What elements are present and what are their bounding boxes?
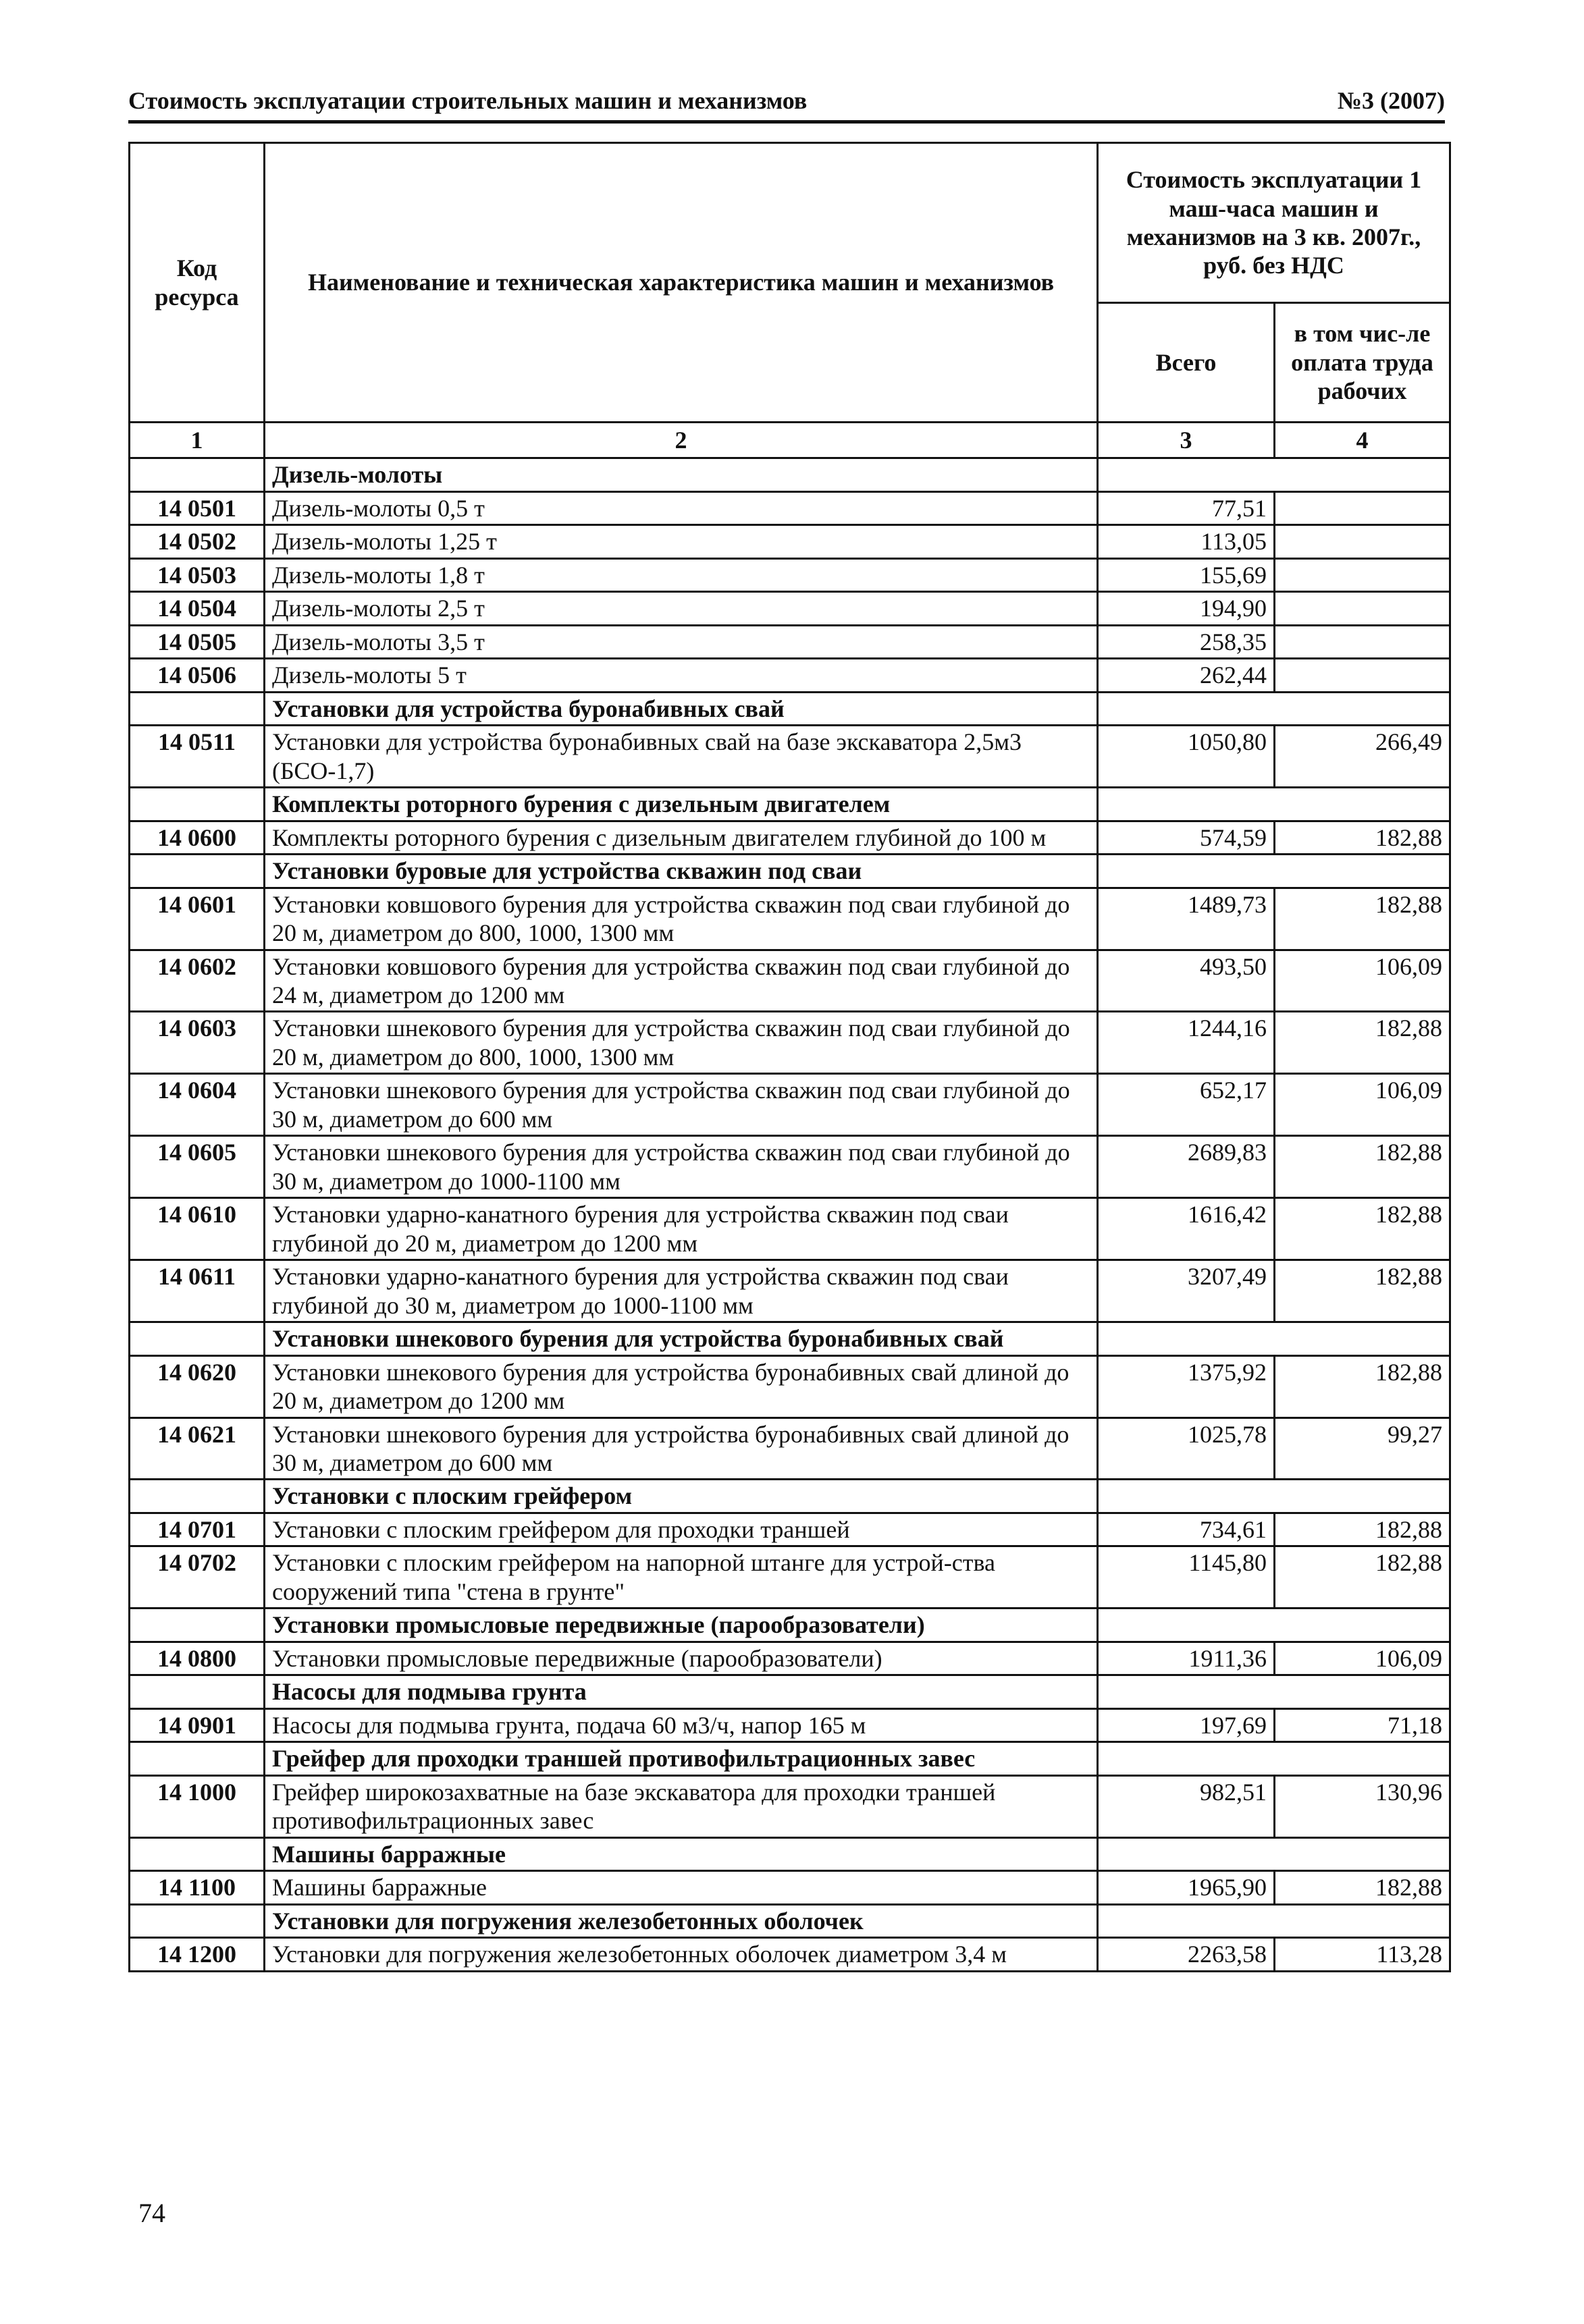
table-row — [130, 950, 1450, 1012]
cost-total: 258,35 — [1098, 625, 1275, 658]
cost-total: 1375,92 — [1098, 1355, 1275, 1417]
table-row — [130, 1642, 1450, 1675]
group-header-row — [130, 1742, 1450, 1775]
cost-total: 2263,58 — [1098, 1938, 1275, 1971]
running-title: Стоимость эксплуатации строительных машин и механизмов — [128, 87, 808, 114]
table-row — [130, 1012, 1450, 1074]
cost-labor: 182,88 — [1275, 888, 1450, 950]
group-code-cell — [130, 1480, 265, 1513]
cost-labor: 130,96 — [1275, 1775, 1450, 1837]
resource-code: 14 0504 — [130, 592, 265, 625]
resource-code: 14 0506 — [130, 659, 265, 692]
resource-code: 14 0511 — [130, 726, 265, 788]
resource-code: 14 0901 — [130, 1708, 265, 1741]
resource-code: 14 0604 — [130, 1074, 265, 1136]
group-value-cell — [1098, 1904, 1450, 1937]
group-code-cell — [130, 1904, 265, 1937]
col-number: 4 — [1275, 423, 1450, 458]
page-number: 74 — [138, 2198, 165, 2228]
cost-total: 197,69 — [1098, 1708, 1275, 1741]
group-title: Грейфер для проходки траншей противофильтрационных завес — [265, 1742, 1098, 1775]
cost-labor: 113,28 — [1275, 1938, 1450, 1971]
group-value-cell — [1098, 1837, 1450, 1870]
cost-labor: 99,27 — [1275, 1417, 1450, 1480]
resource-code: 14 0602 — [130, 950, 265, 1012]
table-row — [130, 625, 1450, 658]
group-code-cell — [130, 1837, 265, 1870]
machine-name: Дизель-молоты 3,5 т — [265, 625, 1098, 658]
machine-name: Установки для устройства буронабивных свай на базе экскаватора 2,5м3 (БСО-1,7) — [265, 726, 1098, 788]
cost-labor — [1275, 525, 1450, 558]
machine-name: Дизель-молоты 1,25 т — [265, 525, 1098, 558]
resource-code: 14 0502 — [130, 525, 265, 558]
cost-total: 2689,83 — [1098, 1136, 1275, 1198]
group-header-row — [130, 1675, 1450, 1708]
table-row — [130, 592, 1450, 625]
group-code-cell — [130, 1742, 265, 1775]
cost-total: 113,05 — [1098, 525, 1275, 558]
table-row — [130, 1775, 1450, 1837]
machine-name: Машины барражные — [265, 1871, 1098, 1904]
cost-total: 1025,78 — [1098, 1417, 1275, 1480]
group-value-cell — [1098, 1480, 1450, 1513]
table-row — [130, 1136, 1450, 1198]
group-header-row — [130, 692, 1450, 725]
resource-code: 14 1100 — [130, 1871, 265, 1904]
cost-total: 1911,36 — [1098, 1642, 1275, 1675]
cost-total: 1145,80 — [1098, 1546, 1275, 1609]
machine-name: Установки с плоским грейфером для проходки траншей — [265, 1513, 1098, 1546]
group-code-cell — [130, 788, 265, 821]
machine-name: Комплекты роторного бурения с дизельным двигателем глубиной до 100 м — [265, 821, 1098, 854]
group-code-cell — [130, 1322, 265, 1355]
machine-name: Дизель-молоты 2,5 т — [265, 592, 1098, 625]
cost-total: 1489,73 — [1098, 888, 1275, 950]
col-number: 1 — [130, 423, 265, 458]
group-title: Установки для устройства буронабивных свай — [265, 692, 1098, 725]
cost-total: 1965,90 — [1098, 1871, 1275, 1904]
cost-labor — [1275, 625, 1450, 658]
cost-labor: 182,88 — [1275, 1871, 1450, 1904]
resource-code: 14 0600 — [130, 821, 265, 854]
table-row — [130, 659, 1450, 692]
table-row — [130, 1355, 1450, 1417]
group-title: Комплекты роторного бурения с дизельным двигателем — [265, 788, 1098, 821]
machine-name: Дизель-молоты 5 т — [265, 659, 1098, 692]
col-header-name: Наименование и техническая характеристика машин и механизмов — [265, 143, 1098, 423]
table-row — [130, 1938, 1450, 1971]
group-value-cell — [1098, 1675, 1450, 1708]
machine-name: Установки ударно-канатного бурения для устройства скважин под сваи глубиной до 30 м, диаметром до 1000-1100 мм — [265, 1260, 1098, 1322]
cost-labor — [1275, 659, 1450, 692]
col-header-labor: в том чис-ле оплата труда рабочих — [1275, 303, 1450, 423]
cost-labor: 71,18 — [1275, 1708, 1450, 1741]
group-header-row — [130, 1480, 1450, 1513]
table-row — [130, 1546, 1450, 1609]
cost-total: 652,17 — [1098, 1074, 1275, 1136]
machine-name: Установки шнекового бурения для устройства скважин под сваи глубиной до 20 м, диаметром до 800, 1000, 1300 мм — [265, 1012, 1098, 1074]
machine-name: Установки ударно-канатного бурения для устройства скважин под сваи глубиной до 20 м, диаметром до 1200 мм — [265, 1198, 1098, 1260]
cost-labor: 182,88 — [1275, 1260, 1450, 1322]
group-value-cell — [1098, 855, 1450, 888]
resource-code: 14 0605 — [130, 1136, 265, 1198]
table-row — [130, 558, 1450, 591]
resource-code: 14 0620 — [130, 1355, 265, 1417]
table-row — [130, 1708, 1450, 1741]
table-row — [130, 888, 1450, 950]
column-number-row — [130, 423, 1450, 458]
table-row — [130, 726, 1450, 788]
cost-total: 982,51 — [1098, 1775, 1275, 1837]
resource-code: 14 0611 — [130, 1260, 265, 1322]
cost-labor — [1275, 491, 1450, 524]
group-title: Машины барражные — [265, 1837, 1098, 1870]
resource-code: 14 0702 — [130, 1546, 265, 1609]
resource-code: 14 0505 — [130, 625, 265, 658]
cost-labor: 106,09 — [1275, 1642, 1450, 1675]
resource-code: 14 0501 — [130, 491, 265, 524]
group-header-row — [130, 1609, 1450, 1642]
group-code-cell — [130, 1609, 265, 1642]
table-row — [130, 491, 1450, 524]
resource-code: 14 0621 — [130, 1417, 265, 1480]
col-header-code: Код ресурса — [130, 143, 265, 423]
group-value-cell — [1098, 692, 1450, 725]
col-header-cost: Стоимость эксплуатации 1 маш-часа машин и механизмов на 3 кв. 2007г., руб. без НДС — [1098, 143, 1450, 303]
machine-name: Насосы для подмыва грунта, подача 60 м3/ч, напор 165 м — [265, 1708, 1098, 1741]
group-header-row — [130, 1322, 1450, 1355]
cost-total: 493,50 — [1098, 950, 1275, 1012]
cost-total: 262,44 — [1098, 659, 1275, 692]
cost-labor: 182,88 — [1275, 1355, 1450, 1417]
cost-labor: 182,88 — [1275, 1546, 1450, 1609]
table-row — [130, 821, 1450, 854]
group-header-row — [130, 458, 1450, 491]
resource-code: 14 0503 — [130, 558, 265, 591]
table-row — [130, 1074, 1450, 1136]
machine-name: Грейфер широкозахватные на базе экскаватора для проходки траншей противофильтрационных завес — [265, 1775, 1098, 1837]
group-title: Установки шнекового бурения для устройства буронабивных свай — [265, 1322, 1098, 1355]
group-title: Насосы для подмыва грунта — [265, 1675, 1098, 1708]
machine-name: Установки шнекового бурения для устройства скважин под сваи глубиной до 30 м, диаметром до 1000-1100 мм — [265, 1136, 1098, 1198]
cost-total: 3207,49 — [1098, 1260, 1275, 1322]
table-row — [130, 1260, 1450, 1322]
group-value-cell — [1098, 458, 1450, 491]
cost-labor: 182,88 — [1275, 1136, 1450, 1198]
cost-total: 574,59 — [1098, 821, 1275, 854]
cost-labor — [1275, 558, 1450, 591]
cost-labor: 182,88 — [1275, 1012, 1450, 1074]
col-header-total: Всего — [1098, 303, 1275, 423]
cost-labor: 182,88 — [1275, 1198, 1450, 1260]
table-row — [130, 525, 1450, 558]
cost-labor: 106,09 — [1275, 950, 1450, 1012]
resource-code: 14 0603 — [130, 1012, 265, 1074]
group-code-cell — [130, 458, 265, 491]
cost-labor: 182,88 — [1275, 821, 1450, 854]
cost-total: 1244,16 — [1098, 1012, 1275, 1074]
group-header-row — [130, 1904, 1450, 1937]
machine-name: Установки ковшового бурения для устройства скважин под сваи глубиной до 24 м, диаметром до 1200 мм — [265, 950, 1098, 1012]
group-value-cell — [1098, 788, 1450, 821]
cost-labor: 266,49 — [1275, 726, 1450, 788]
group-code-cell — [130, 1675, 265, 1708]
machine-name: Дизель-молоты 0,5 т — [265, 491, 1098, 524]
col-number: 3 — [1098, 423, 1275, 458]
col-number: 2 — [265, 423, 1098, 458]
machine-name: Установки шнекового бурения для устройства буронабивных свай длиной до 20 м, диаметром до 1200 мм — [265, 1355, 1098, 1417]
issue-number: №3 (2007) — [1337, 87, 1445, 114]
machine-cost-table — [128, 142, 1451, 1972]
group-value-cell — [1098, 1742, 1450, 1775]
resource-code: 14 1200 — [130, 1938, 265, 1971]
group-title: Установки с плоским грейфером — [265, 1480, 1098, 1513]
cost-labor: 106,09 — [1275, 1074, 1450, 1136]
machine-name: Дизель-молоты 1,8 т — [265, 558, 1098, 591]
group-code-cell — [130, 855, 265, 888]
table-row — [130, 1417, 1450, 1480]
group-value-cell — [1098, 1609, 1450, 1642]
group-title: Установки промысловые передвижные (парообразователи) — [265, 1609, 1098, 1642]
table-row — [130, 1513, 1450, 1546]
group-header-row — [130, 788, 1450, 821]
group-value-cell — [1098, 1322, 1450, 1355]
table-row — [130, 1871, 1450, 1904]
group-title: Установки буровые для устройства скважин под сваи — [265, 855, 1098, 888]
cost-total: 77,51 — [1098, 491, 1275, 524]
cost-total: 1050,80 — [1098, 726, 1275, 788]
cost-total: 155,69 — [1098, 558, 1275, 591]
cost-total: 1616,42 — [1098, 1198, 1275, 1260]
group-title: Установки для погружения железобетонных оболочек — [265, 1904, 1098, 1937]
group-title: Дизель-молоты — [265, 458, 1098, 491]
cost-labor — [1275, 592, 1450, 625]
group-header-row — [130, 855, 1450, 888]
machine-name: Установки шнекового бурения для устройства скважин под сваи глубиной до 30 м, диаметром до 600 мм — [265, 1074, 1098, 1136]
machine-name: Установки шнекового бурения для устройства буронабивных свай длиной до 30 м, диаметром до 600 мм — [265, 1417, 1098, 1480]
resource-code: 14 0601 — [130, 888, 265, 950]
cost-total: 194,90 — [1098, 592, 1275, 625]
resource-code: 14 0610 — [130, 1198, 265, 1260]
resource-code: 14 0701 — [130, 1513, 265, 1546]
group-code-cell — [130, 692, 265, 725]
machine-name: Установки для погружения железобетонных оболочек диаметром 3,4 м — [265, 1938, 1098, 1971]
machine-name: Установки с плоским грейфером на напорной штанге для устрой-ства сооружений типа "стена в грунте" — [265, 1546, 1098, 1609]
resource-code: 14 1000 — [130, 1775, 265, 1837]
page-header — [128, 80, 1445, 124]
group-header-row — [130, 1837, 1450, 1870]
resource-code: 14 0800 — [130, 1642, 265, 1675]
machine-name: Установки промысловые передвижные (парообразователи) — [265, 1642, 1098, 1675]
cost-total: 734,61 — [1098, 1513, 1275, 1546]
cost-labor: 182,88 — [1275, 1513, 1450, 1546]
machine-name: Установки ковшового бурения для устройства скважин под сваи глубиной до 20 м, диаметром до 800, 1000, 1300 мм — [265, 888, 1098, 950]
table-row — [130, 1198, 1450, 1260]
